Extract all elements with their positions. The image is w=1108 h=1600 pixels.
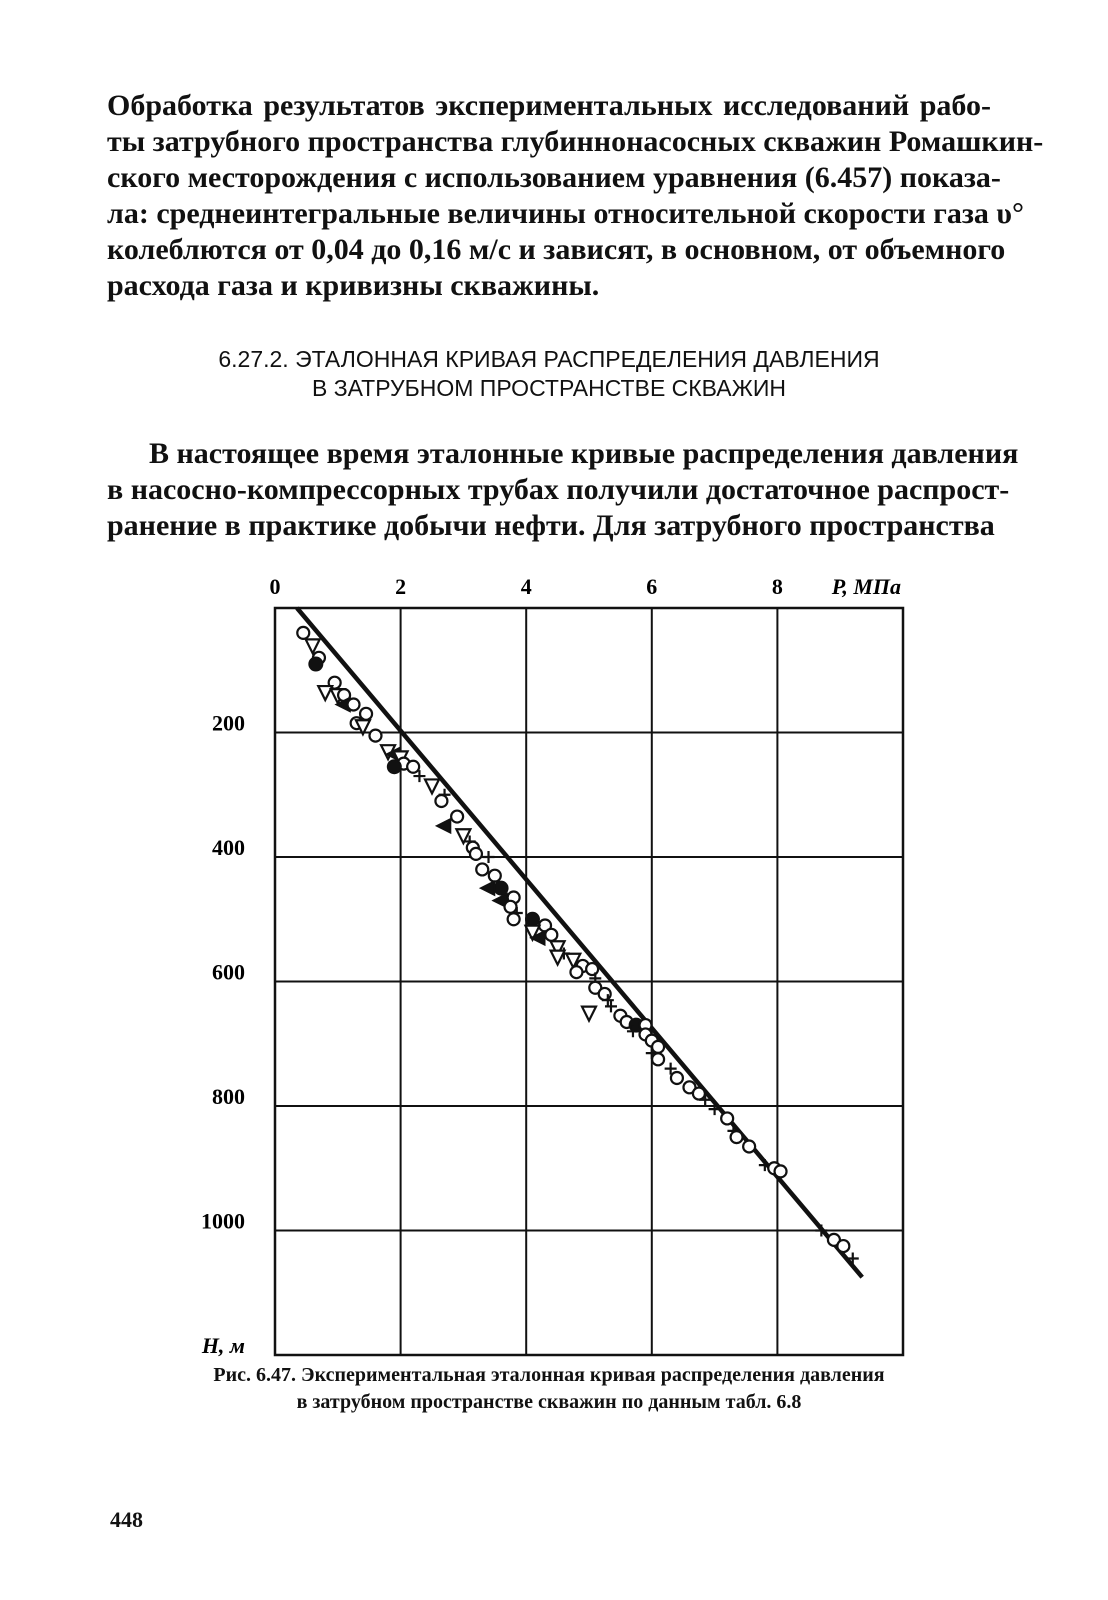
data-point-left-triangle (437, 819, 451, 833)
pressure-depth-chart (0, 560, 1108, 1360)
data-point-circle (369, 730, 381, 742)
data-point-circle (721, 1112, 733, 1124)
data-point-circle (470, 848, 482, 860)
text-line: ла: среднеинтегральные величины относительной скорости газа υ° (107, 197, 1024, 230)
data-point-filled (387, 760, 401, 774)
x-tick-label: 4 (520, 574, 532, 599)
figure-caption (107, 1362, 991, 1416)
paragraph-body (107, 436, 1019, 544)
data-point-circle (360, 708, 372, 720)
x-tick-label: 2 (395, 574, 407, 599)
data-point-circle (743, 1140, 755, 1152)
data-point-circle (671, 1072, 683, 1084)
text-line: колеблются от 0,04 до 0,16 м/с и зависят, в основном, от объемного (107, 233, 1006, 266)
y-tick-label: 400 (212, 835, 245, 860)
section-heading (107, 345, 991, 403)
y-axis-label: H, м (201, 1333, 245, 1358)
x-axis-label: P, МПа (831, 574, 901, 599)
text-line: ты затрубного пространства глубиннонасосных скважин Ромашкин- (107, 125, 1044, 158)
data-point-triangle (425, 779, 439, 793)
data-point-circle (476, 863, 488, 875)
data-point-filled (525, 912, 539, 926)
data-point-circle (508, 913, 520, 925)
heading-line: В ЗАТРУБНОМ ПРОСТРАНСТВЕ СКВАЖИН (312, 375, 786, 401)
caption-line: Рис. 6.47. Экспериментальная эталонная кривая распределения давления (213, 1364, 885, 1386)
paragraph-intro (107, 88, 1044, 304)
data-point-circle (489, 870, 501, 882)
x-tick-label: 8 (771, 574, 783, 599)
text-line: Обработка результатов экспериментальных исследований рабо- (107, 89, 991, 122)
data-point-circle (545, 929, 557, 941)
text-line: в насосно-компрессорных трубах получили достаточное распрост- (107, 473, 1010, 506)
data-point-circle (731, 1131, 743, 1143)
data-point-circle (652, 1053, 664, 1065)
data-point-circle (297, 627, 309, 639)
y-tick-label: 1000 (201, 1208, 245, 1234)
data-point-triangle (582, 1007, 596, 1021)
x-tick-label: 0 (269, 574, 281, 599)
text-line: ранение в практике добычи нефти. Для затрубного пространства (107, 509, 995, 542)
y-tick-label: 600 (212, 959, 245, 985)
data-point-circle (348, 698, 360, 710)
data-point-circle (775, 1165, 787, 1177)
data-point-circle (451, 811, 463, 823)
page-number: 448 (110, 1507, 143, 1532)
data-point-cross (483, 851, 495, 863)
data-point-filled (494, 881, 508, 895)
data-point-filled (309, 657, 323, 671)
data-point-circle (837, 1240, 849, 1252)
data-point-circle (652, 1041, 664, 1053)
text-line: В настоящее время эталонные кривые распределения давления (149, 437, 1019, 470)
data-point-circle (505, 901, 517, 913)
data-point-circle (435, 795, 447, 807)
text-line: ского месторождения с использованием уравнения (6.457) показа- (107, 161, 1001, 194)
data-point-circle (570, 966, 582, 978)
data-point-circle (407, 761, 419, 773)
text-line: расхода газа и кривизны скважины. (107, 269, 600, 302)
data-point-circle (693, 1088, 705, 1100)
y-tick-label: 800 (212, 1084, 245, 1109)
data-point-triangle (551, 951, 565, 965)
data-point-left-triangle (481, 881, 495, 895)
heading-line: 6.27.2. ЭТАЛОННАЯ КРИВАЯ РАСПРЕДЕЛЕНИЯ ДАВЛЕНИЯ (218, 346, 880, 372)
x-tick-label: 6 (646, 574, 658, 599)
y-tick-label: 200 (212, 710, 245, 736)
caption-line: в затрубном пространстве скважин по данным табл. 6.8 (296, 1391, 802, 1413)
